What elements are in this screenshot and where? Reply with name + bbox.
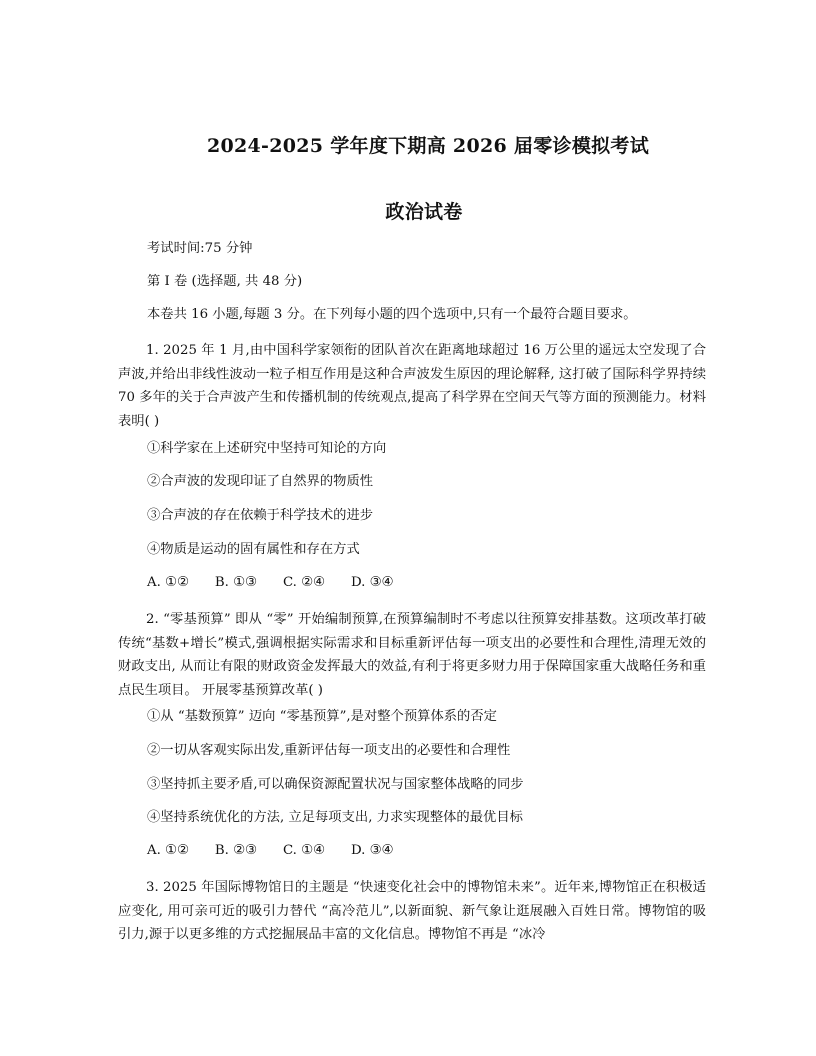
question-2-option-c[interactable]: C. ①④ bbox=[282, 843, 325, 858]
question-1-stem: 1. 2025 年 1 月,由中国科学家领衔的团队首次在距离地球超过 16 万公里的遥远太空发现了合声波,并给出非线性波动一粒子相互作用是这种合声波发生原因的理论解释, 这打破了国际科学界持续 70 多年的关于合声波产生和传播机制的传统观点,提高了科学界在空间天气等方面的预测能力。材料表明( ) bbox=[118, 343, 706, 429]
question-2-option-a[interactable]: A. ①② bbox=[147, 843, 189, 858]
exam-subtitle: 政治试卷 bbox=[385, 201, 463, 223]
question-1-option-d[interactable]: D. ③④ bbox=[350, 575, 394, 590]
question-2-statement-3: ③坚持抓主要矛盾,可以确保资源配置状况与国家整体战略的同步 bbox=[147, 777, 524, 792]
question-2-option-b[interactable]: B. ②③ bbox=[214, 843, 257, 858]
question-1-options bbox=[147, 575, 419, 590]
question-2-statement-4: ④坚持系统优化的方法, 立足每项支出, 力求实现整体的最优目标 bbox=[147, 810, 523, 825]
question-2-statement-2: ②一切从客观实际出发,重新评估每一项支出的必要性和合理性 bbox=[147, 743, 511, 758]
section-instructions: 本卷共 16 小题,每题 3 分。在下列每小题的四个选项中,只有一个最符合题目要求。 bbox=[147, 307, 637, 322]
question-1-statement-4: ④物质是运动的固有属性和存在方式 bbox=[147, 542, 360, 557]
section-heading: 第 I 卷 (选择题, 共 48 分) bbox=[147, 274, 303, 289]
question-2-option-d[interactable]: D. ③④ bbox=[350, 843, 394, 858]
question-1-statement-2: ②合声波的发现印证了自然界的物质性 bbox=[147, 474, 374, 489]
exam-title: 2024-2025 学年度下期高 2026 届零诊模拟考试 bbox=[206, 135, 650, 157]
question-2-statement-1: ①从 “基数预算” 迈向 “零基预算”,是对整个预算体系的否定 bbox=[147, 709, 497, 724]
question-1-option-b[interactable]: B. ①③ bbox=[214, 575, 257, 590]
question-1-option-c[interactable]: C. ②④ bbox=[282, 575, 325, 590]
exam-time: 考试时间:75 分钟 bbox=[147, 241, 253, 256]
question-2-options bbox=[147, 843, 419, 858]
question-2-stem: 2. “零基预算” 即从 “零” 开始编制预算,在预算编制时不考虑以往预算安排基数。这项改革打破传统“基数+增长”模式,强调根据实际需求和目标重新评估每一项支出的必要性和合理性,清理无效的财政支出, 从而让有限的财政资金发挥最大的效益,有利于将更多财力用于保障国家重大战略任务和重点民生项目。 开展零基预算改革( ) bbox=[118, 612, 706, 698]
question-1-option-a[interactable]: A. ①② bbox=[147, 575, 189, 590]
question-3-stem: 3. 2025 年国际博物馆日的主题是 “快速变化社会中的博物馆未来”。近年来,博物馆正在积极适应变化, 用可亲可近的吸引力替代 “高冷范儿”,以新面貌、新气象让逛展融入百姓日常。博物馆的吸引力,源于以更多维的方式挖掘展品丰富的文化信息。博物馆不再是 “冰冷 bbox=[118, 880, 706, 942]
question-1-statement-1: ①科学家在上述研究中坚持可知论的方向 bbox=[147, 441, 387, 456]
question-1-statement-3: ③合声波的存在依赖于科学技术的进步 bbox=[147, 508, 374, 523]
